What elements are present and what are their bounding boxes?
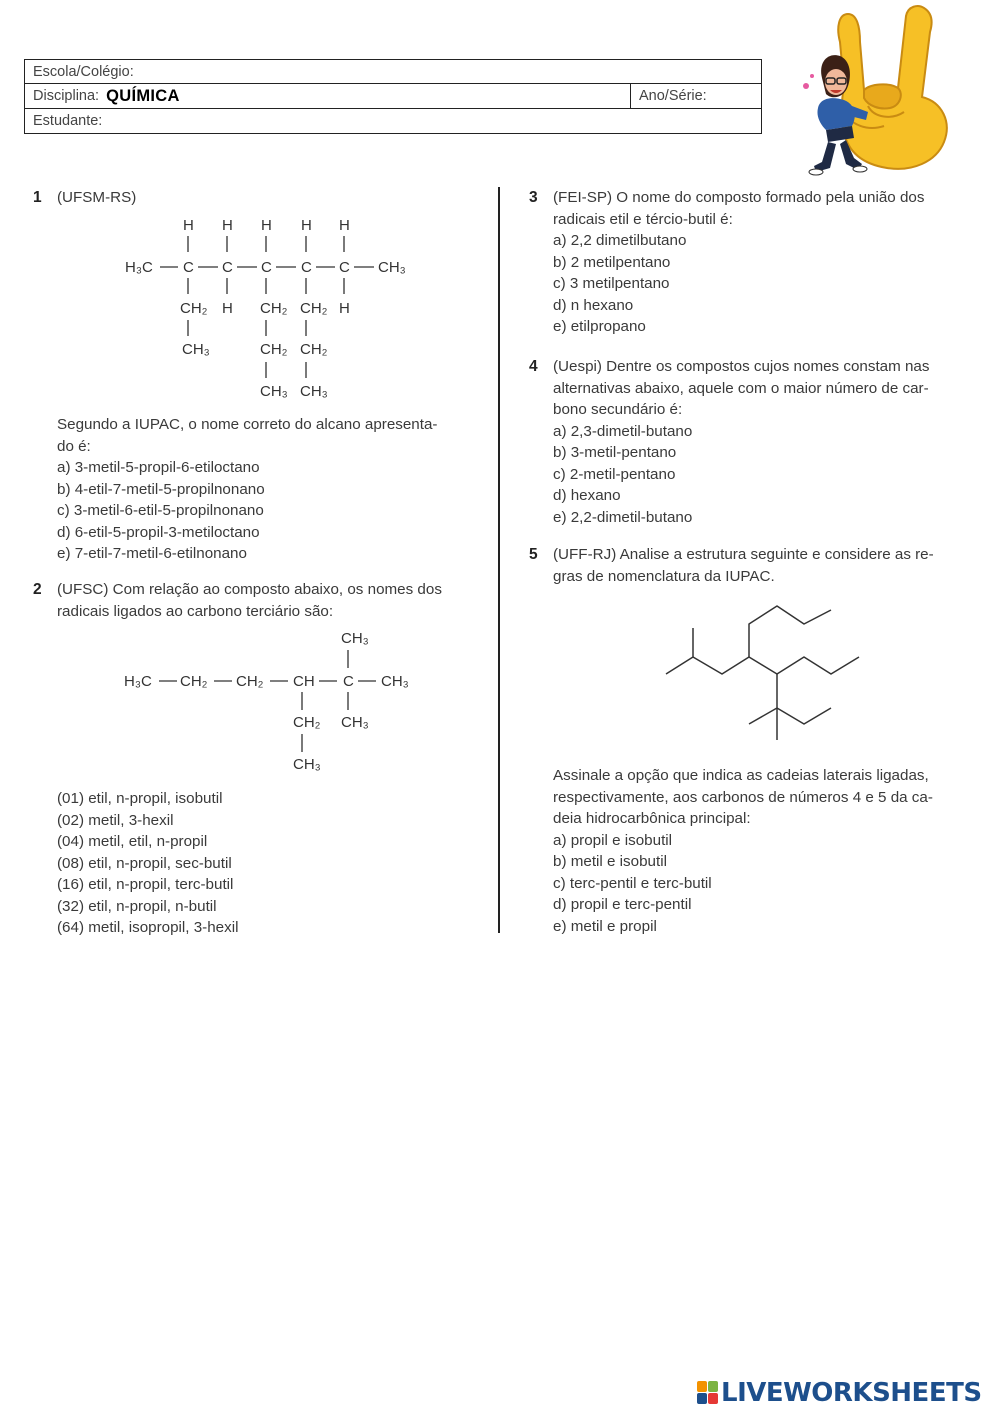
c-label: C [343, 673, 354, 690]
question-1 [33, 187, 487, 209]
option-c[interactable]: c) 3 metilpentano [553, 275, 670, 292]
ch2-label: CH₂ [300, 300, 328, 317]
option-d[interactable]: d) n hexano [553, 296, 634, 314]
question-number: 1 [33, 189, 42, 206]
student-label: Estudante: [33, 112, 103, 129]
question-text-line: Segundo a IUPAC, o nome correto do alcano apresenta- [57, 416, 438, 433]
option-c[interactable]: c) 2-metil-pentano [553, 465, 676, 483]
discipline-label: Disciplina: [33, 88, 100, 105]
liveworksheets-logo-icon [697, 1381, 719, 1405]
ch3-label: CH₃ [381, 673, 409, 690]
option-b[interactable]: b) 2 metilpentano [553, 253, 671, 271]
option-a[interactable]: a) propil e isobutil [553, 831, 673, 849]
question-text-line: (FEI-SP) O nome do composto formado pela união dos [553, 189, 925, 206]
question-4 [529, 356, 983, 528]
question-2 [33, 579, 487, 622]
option-e[interactable]: e) 2,2-dimetil-butano [553, 508, 693, 526]
question-number: 4 [529, 358, 538, 375]
ch3-label: CH₃ [300, 383, 328, 400]
question-text-line: (UFF-RJ) Analise a estrutura seguinte e considere as re- [553, 546, 934, 563]
h3c-label: H₃C [124, 673, 152, 690]
ch2-label: CH₂ [180, 300, 208, 317]
h-label: H [222, 300, 233, 317]
skeletal-formula-q5 [660, 600, 870, 745]
ch3-label: CH₃ [182, 341, 210, 358]
discipline-cell [25, 84, 631, 107]
question-3 [529, 187, 983, 338]
school-row [25, 60, 761, 84]
student-row [25, 109, 761, 133]
h-label: H [183, 217, 194, 234]
option-02[interactable]: (02) metil, 3-hexil [57, 811, 174, 829]
ch2-label: CH₂ [260, 300, 288, 317]
question-5 [529, 544, 983, 587]
c-label: C [222, 259, 233, 276]
option-04[interactable]: (04) metil, etil, n-propil [57, 833, 208, 850]
option-e[interactable]: e) metil e propil [553, 917, 657, 935]
c-label: C [183, 259, 194, 276]
question-text-line: radicais etil e tércio-butil é: [553, 210, 733, 228]
option-e[interactable]: e) etilpropano [553, 318, 646, 335]
c-label: C [339, 259, 350, 276]
c-label: C [301, 259, 312, 276]
option-b[interactable]: b) metil e isobutil [553, 853, 667, 870]
rock-hand-mascot-illustration [792, 2, 962, 177]
question-text-line: (Uespi) Dentre os compostos cujos nomes constam nas [553, 358, 930, 375]
question-text-line: gras de nomenclatura da IUPAC. [553, 567, 775, 585]
question-text-line: Assinale a opção que indica as cadeias laterais ligadas, [553, 767, 929, 784]
option-08[interactable]: (08) etil, n-propil, sec-butil [57, 854, 232, 872]
question-1-body [57, 414, 487, 565]
liveworksheets-logo[interactable] [697, 1378, 982, 1408]
ch3-label: CH₃ [293, 756, 321, 773]
option-e[interactable]: e) 7-etil-7-metil-6-etilnonano [57, 545, 247, 562]
question-text-line: bono secundário é: [553, 401, 683, 418]
column-divider [498, 187, 500, 933]
h-label: H [339, 300, 350, 317]
option-d[interactable]: d) hexano [553, 487, 621, 504]
h-label: H [339, 217, 350, 234]
ch2-label: CH₂ [260, 341, 288, 358]
question-text-line: alternativas abaixo, aquele com o maior número de car- [553, 379, 929, 397]
ch3-label: CH₃ [378, 259, 406, 276]
ch2-label: CH₂ [180, 673, 208, 690]
rock-hand-emoji-icon [838, 6, 947, 169]
option-c[interactable]: c) 3-metil-6-etil-5-propilnonano [57, 502, 264, 519]
ch3-label: CH₃ [260, 383, 288, 400]
option-01[interactable]: (01) etil, n-propil, isobutil [57, 790, 223, 807]
option-b[interactable]: b) 3-metil-pentano [553, 444, 677, 461]
ch2-label: CH₂ [293, 714, 321, 731]
structural-formula-1 [120, 212, 420, 406]
ch2-label: CH₂ [236, 673, 264, 690]
question-text-line: deia hidrocarbônica principal: [553, 810, 751, 827]
ch3-label: CH₃ [341, 714, 369, 731]
liveworksheets-brand: LIVEWORKSHEETS [721, 1378, 982, 1408]
ch3-label: CH₃ [341, 630, 369, 647]
option-d[interactable]: d) 6-etil-5-propil-3-metiloctano [57, 523, 260, 541]
h3c-label: H₃C [125, 259, 153, 276]
question-text-line: do é: [57, 437, 91, 455]
question-text-line: radicais ligados ao carbono terciário são: [57, 602, 334, 620]
option-32[interactable]: (32) etil, n-propil, n-butil [57, 897, 217, 915]
option-a[interactable]: a) 2,3-dimetil-butano [553, 422, 693, 440]
option-64[interactable]: (64) metil, isopropil, 3-hexil [57, 919, 239, 936]
question-source: (UFSM-RS) [57, 189, 137, 206]
discipline-value: QUÍMICA [106, 86, 180, 105]
question-2-options [57, 788, 487, 939]
structural-formula-2 [122, 626, 422, 780]
h-label: H [261, 217, 272, 234]
ch2-label: CH₂ [300, 341, 328, 358]
c-label: C [261, 259, 272, 276]
discipline-row [25, 84, 761, 108]
year-label: Ano/Série: [639, 88, 707, 105]
question-number: 5 [529, 546, 538, 563]
question-5-body [553, 765, 983, 937]
option-a[interactable]: a) 3-metil-5-propil-6-etiloctano [57, 459, 260, 476]
option-16[interactable]: (16) etil, n-propil, terc-butil [57, 876, 234, 893]
question-number: 2 [33, 581, 42, 598]
ch-label: CH [293, 673, 315, 690]
option-d[interactable]: d) propil e terc-pentil [553, 896, 692, 913]
h-label: H [301, 217, 312, 234]
question-number: 3 [529, 189, 538, 206]
school-label: Escola/Colégio: [33, 63, 134, 80]
question-text-line: (UFSC) Com relação ao composto abaixo, os nomes dos [57, 581, 442, 598]
option-a[interactable]: a) 2,2 dimetilbutano [553, 232, 687, 249]
question-text-line: respectivamente, aos carbonos de números 4 e 5 da ca- [553, 788, 933, 806]
option-b[interactable]: b) 4-etil-7-metil-5-propilnonano [57, 480, 265, 498]
option-c[interactable]: c) terc-pentil e terc-butil [553, 874, 712, 892]
header-table [24, 59, 762, 134]
h-label: H [222, 217, 233, 234]
